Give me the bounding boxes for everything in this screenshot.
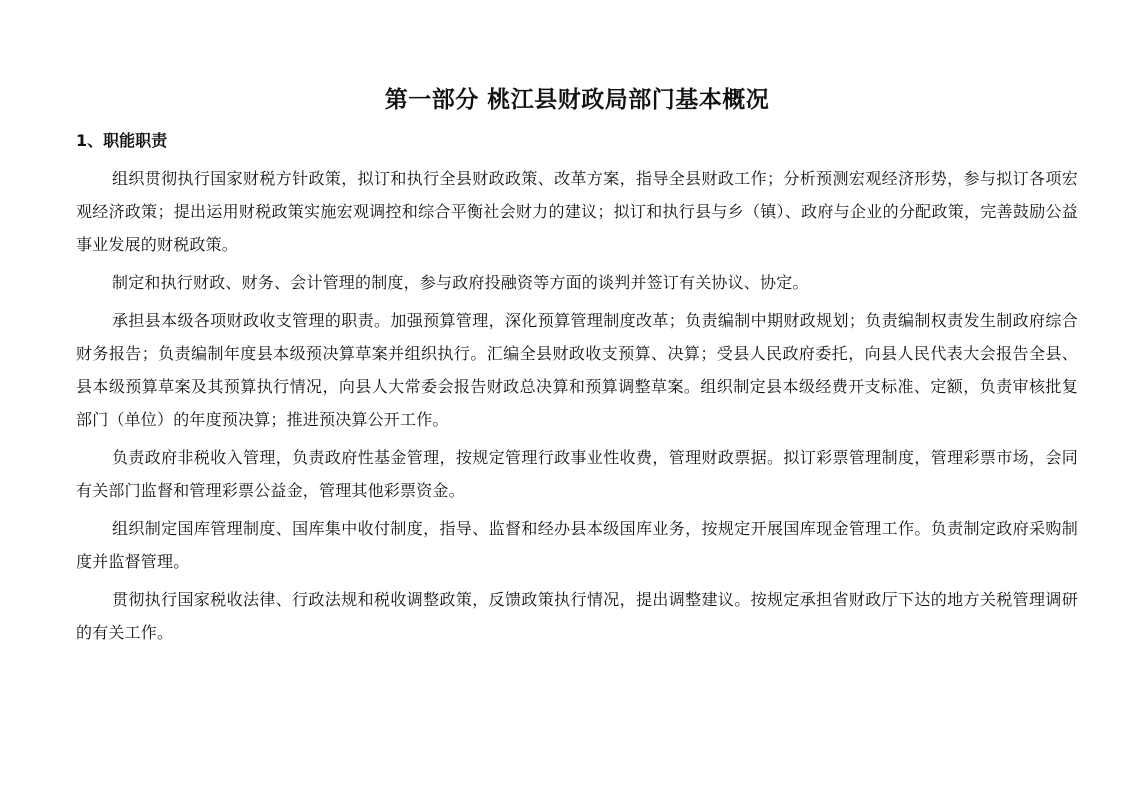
paragraph-6: 贯彻执行国家税收法律、行政法规和税收调整政策，反馈政策执行情况，提出调整建议。按规定承担省财政厅下达的地方关税管理调研的有关工作。	[76, 590, 1078, 642]
page-title: 第一部分 桃江县财政局部门基本概况	[384, 87, 770, 113]
paragraph-1: 组织贯彻执行国家财税方针政策，拟订和执行全县财政政策、改革方案，指导全县财政工作；分析预测宏观经济形势，参与拟订各项宏观经济政策；提出运用财税政策实施宏观调控和综合平衡社会财力的建议；拟订和执行县与乡（镇）、政府与企业的分配政策，完善鼓励公益事业发展的财税政策。	[76, 169, 1078, 254]
paragraph-3: 承担县本级各项财政收支管理的职责。加强预算管理，深化预算管理制度改革；负责编制中期财政规划；负责编制权责发生制政府综合财务报告；负责编制年度县本级预决算草案并组织执行。汇编全县财政收支预算、决算；受县人民政府委托，向县人民代表大会报告全县、县本级预算草案及其预算执行情况，向县人大常委会报告财政总决算和预算调整草案。组织制定县本级经费开支标准、定额，负责审核批复部门（单位）的年度预决算；推进预决算公开工作。	[76, 311, 1078, 429]
paragraph-5: 组织制定国库管理制度、国库集中收付制度，指导、监督和经办县本级国库业务，按规定开展国库现金管理工作。负责制定政府采购制度并监督管理。	[76, 519, 1078, 571]
paragraph-4: 负责政府非税收入管理，负责政府性基金管理，按规定管理行政事业性收费，管理财政票据。拟订彩票管理制度，管理彩票市场，会同有关部门监督和管理彩票公益金，管理其他彩票资金。	[76, 448, 1078, 500]
paragraph-2: 制定和执行财政、财务、会计管理的制度，参与政府投融资等方面的谈判并签订有关协议、协定。	[112, 273, 809, 292]
document-page	[76, 82, 1078, 654]
section-heading: 1、职能职责	[76, 131, 168, 150]
